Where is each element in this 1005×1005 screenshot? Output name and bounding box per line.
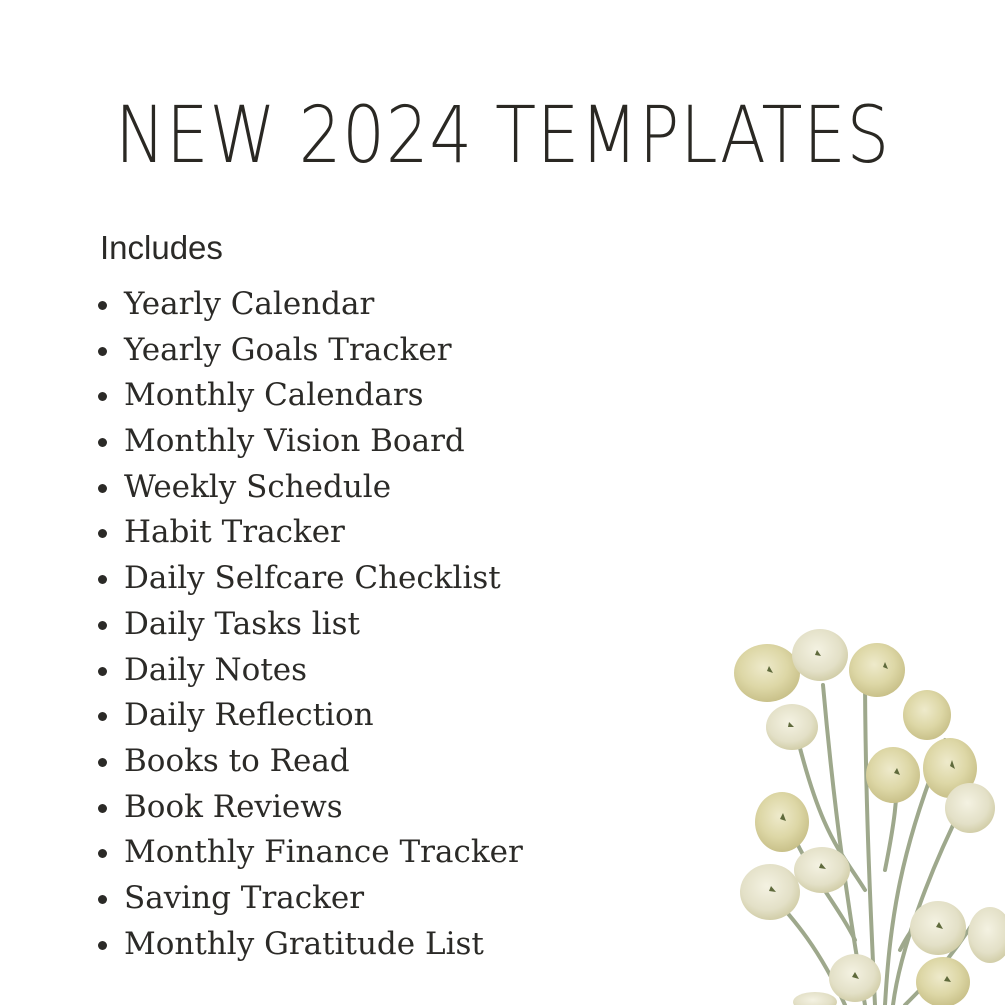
list-item	[97, 328, 523, 374]
list-item	[97, 876, 523, 922]
bullet-icon	[98, 621, 107, 630]
bullet-icon	[98, 804, 107, 813]
blossoms	[734, 629, 1005, 1005]
list-item-label: Habit Tracker	[124, 514, 345, 551]
bullet-icon	[98, 667, 107, 676]
list-item	[97, 602, 523, 648]
bullet-icon	[98, 484, 107, 493]
list-item	[97, 830, 523, 876]
list-item	[97, 419, 523, 465]
list-item	[97, 510, 523, 556]
list-item-label: Saving Tracker	[124, 879, 365, 916]
list-item	[97, 648, 523, 694]
list-item	[97, 693, 523, 739]
list-item	[97, 739, 523, 785]
bullet-icon	[98, 849, 107, 858]
bullet-icon	[98, 758, 107, 767]
list-item-label: Daily Tasks list	[124, 605, 360, 642]
list-item	[97, 465, 523, 511]
list-item-label: Monthly Gratitude List	[124, 925, 484, 962]
list-item-label: Daily Notes	[124, 651, 308, 688]
list-item-label: Monthly Vision Board	[124, 423, 465, 460]
list-item	[97, 373, 523, 419]
bullet-icon	[98, 895, 107, 904]
list-item-label: Daily Reflection	[124, 697, 374, 734]
bullet-icon	[98, 301, 107, 310]
includes-label: Includes	[100, 229, 223, 266]
list-item	[97, 556, 523, 602]
list-item	[97, 922, 523, 968]
list-item-label: Daily Selfcare Checklist	[124, 560, 501, 597]
list-item-label: Yearly Calendar	[124, 286, 375, 322]
bullet-icon	[98, 575, 107, 584]
page-title: NEW 2024 TEMPLATES	[115, 91, 891, 181]
bullet-icon	[98, 529, 107, 538]
list-item-label: Books to Read	[124, 742, 350, 779]
bullet-icon	[98, 712, 107, 721]
list-item	[97, 282, 523, 328]
bullet-icon	[98, 392, 107, 401]
bullet-icon	[98, 438, 107, 447]
list-item-label: Book Reviews	[124, 788, 343, 825]
bullet-icon	[98, 941, 107, 950]
flower-illustration	[725, 620, 1005, 1005]
list-item-label: Weekly Schedule	[124, 468, 392, 505]
bullet-icon	[98, 347, 107, 356]
list-item-label: Yearly Goals Tracker	[124, 331, 452, 368]
list-item	[97, 785, 523, 831]
template-list	[97, 282, 523, 967]
list-item-label: Monthly Calendars	[124, 377, 424, 414]
list-item-label: Monthly Finance Tracker	[124, 834, 523, 871]
